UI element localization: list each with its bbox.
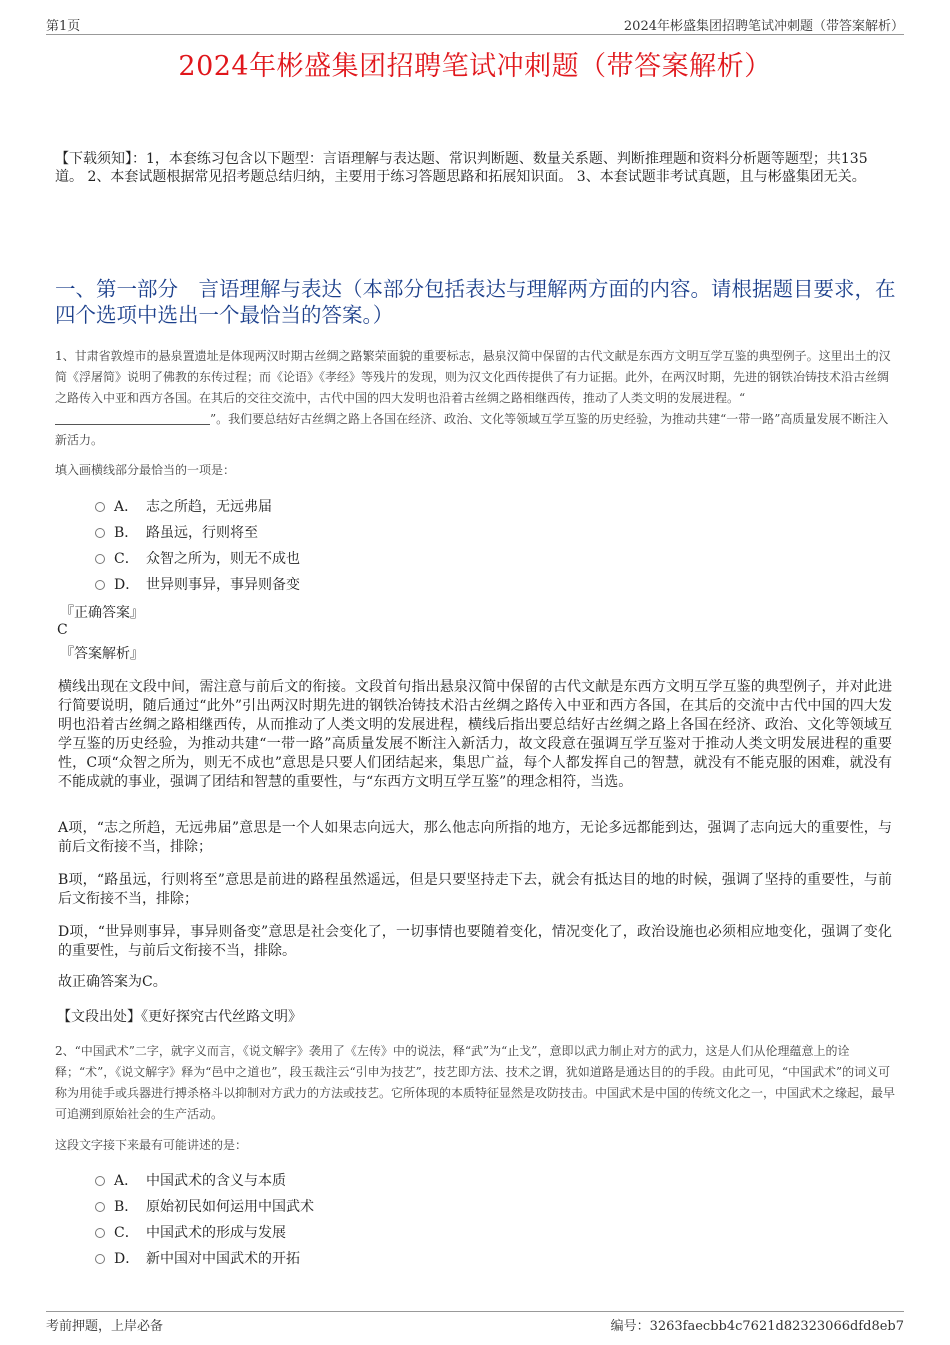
- analysis-option-b: B项，“路虽远，行则将至”意思是前进的路程虽然遥远，但是只要坚持走下去，就会有抵达目的地的时候，强调了坚持的重要性，与前后文衔接不当，排除；: [58, 872, 892, 907]
- option-a[interactable]: A． 中国武术的含义与本质: [95, 1170, 314, 1196]
- fill-blank: [55, 411, 210, 425]
- radio-icon[interactable]: [95, 554, 105, 564]
- question-1-options: [95, 496, 300, 600]
- radio-icon[interactable]: [95, 580, 105, 590]
- option-a[interactable]: A． 志之所趋，无远弗届: [95, 496, 300, 522]
- question-1-text: 1、甘肃省敦煌市的悬泉置遗址是体现两汉时期古丝绸之路繁荣面貌的重要标志，悬泉汉简中保留的古代文献是东西方文明互学互鉴的典型例子。这里出土的汉简《浮屠简》说明了佛教的东传过程；而《论语》《孝经》等残片的发现，则为汉文化西传提供了有力证据。此外，在两汉时期，先进的钢铁冶铸技术沿古丝绸之路传入中亚和西方各国。在其后的交往交流中，古代中国的四大发明也沿着古丝绸之路相继西传，推动了人类文明的发展进程。“”。我们要总结好古丝绸之路上各国在经济、政治、文化等领域互学互鉴的历史经验，为推动共建“一带一路”高质量发展不断注入新活力。: [55, 349, 891, 447]
- document-title: 2024年彬盛集团招聘笔试冲刺题（带答案解析）: [178, 51, 772, 82]
- radio-icon[interactable]: [95, 1228, 105, 1238]
- correct-answer-label: 『正确答案』: [60, 605, 144, 621]
- question-1-prompt: 填入画横线部分最恰当的一项是：: [55, 463, 236, 477]
- header-doc-title: 2024年彬盛集团招聘笔试冲刺题（带答案解析）: [623, 19, 904, 34]
- page-number: 第1页: [46, 19, 81, 34]
- radio-icon[interactable]: [95, 1176, 105, 1186]
- question-2-options: [95, 1170, 314, 1274]
- analysis-conclusion: 故正确答案为C。: [58, 974, 167, 990]
- option-b[interactable]: B． 路虽远，行则将至: [95, 522, 300, 548]
- option-d[interactable]: D． 新中国对中国武术的开拓: [95, 1248, 314, 1274]
- section-heading: 一、第一部分 言语理解与表达（本部分包括表达与理解两方面的内容。请根据题目要求，在四个选项中选出一个最恰当的答案。）: [55, 277, 896, 327]
- radio-icon[interactable]: [95, 1254, 105, 1264]
- analysis-paragraph: 横线出现在文段中间，需注意与前后文的衔接。文段首句指出悬泉汉简中保留的古代文献是东西方文明互学互鉴的典型例子，并对此进行简要说明，随后通过“此外”引出两汉时期先进的钢铁冶铸技术沿古丝绸之路传入中亚和西方各国，在其后的交流中古代中国的四大发明也沿着古丝绸之路相继西传，从而推动了人类文明的发展进程，横线后指出要总结好古丝绸之路上各国在经济、政治、文化等领域互学互鉴的历史经验，为推动共建“一带一路”高质量发展不断注入新活力，故文段意在强调互学互鉴对于推动人类文明发展进程的重要性，C项“众智之所为，则无不成也”意思是只要人们团结起来，集思广益，每个人都发挥自己的智慧，就没有不能克服的困难，就没有不能成就的事业，强调了团结和智慧的重要性，与“东西方文明互学互鉴”的理念相符，当选。: [58, 679, 892, 790]
- option-b[interactable]: B． 原始初民如何运用中国武术: [95, 1196, 314, 1222]
- option-d[interactable]: D． 世异则事异，事异则备变: [95, 574, 300, 600]
- download-notice: 【下载须知】：1，本套练习包含以下题型：言语理解与表达题、常识判断题、数量关系题、判断推理题和资料分析题等题型；共135道。 2、本套试题根据常见招考题总结归纳，主要用于练习答题思路和拓展知识面。 3、本套试题非考试真题，且与彬盛集团无关。: [55, 151, 868, 185]
- option-c[interactable]: C． 中国武术的形成与发展: [95, 1222, 314, 1248]
- radio-icon[interactable]: [95, 528, 105, 538]
- radio-icon[interactable]: [95, 502, 105, 512]
- correct-answer: C: [57, 622, 68, 638]
- question-2-prompt: 这段文字接下来最有可能讲述的是：: [55, 1138, 248, 1152]
- radio-icon[interactable]: [95, 1202, 105, 1212]
- analysis-option-d: D项，“世异则事异，事异则备变”意思是社会变化了，一切事情也要随着变化，情况变化了，政治设施也必须相应地变化，强调了变化的重要性，与前后文衔接不当，排除。: [58, 924, 892, 959]
- page-footer: [46, 1311, 904, 1332]
- source-note: 【文段出处】《更好探究古代丝路文明》: [57, 1009, 302, 1025]
- question-2-text: 2、“中国武术”二字，就字义而言，《说文解字》袭用了《左传》中的说法，释“武”为“止戈”，意即以武力制止对方的武力，这是人们从伦理蕴意上的诠释；“术”，《说文解字》释为“邑中之道也”，段玉裁注云“引申为技艺”，技艺即方法、技术之谓，犹如道路是通达目的的手段。由此可见，“中国武术”的词义可称为用徒手或兵器进行搏杀格斗以抑制对方武力的方法或技艺。它所体现的本质特征显然是攻防技击。中国武术是中国的传统文化之一，中国武术之缘起，最早可追溯到原始社会的生产活动。: [55, 1044, 896, 1121]
- page-header: [46, 14, 904, 35]
- footer-slogan: 考前押题，上岸必备: [46, 1319, 164, 1334]
- analysis-option-a: A项，“志之所趋，无远弗届”意思是一个人如果志向远大，那么他志向所指的地方，无论多远都能到达，强调了志向远大的重要性，与前后文衔接不当，排除；: [58, 820, 892, 855]
- option-c[interactable]: C． 众智之所为，则无不成也: [95, 548, 300, 574]
- analysis-label: 『答案解析』: [60, 646, 144, 662]
- footer-doc-id: 编号：3263faecbb4c7621d82323066dfd8eb7: [610, 1319, 904, 1334]
